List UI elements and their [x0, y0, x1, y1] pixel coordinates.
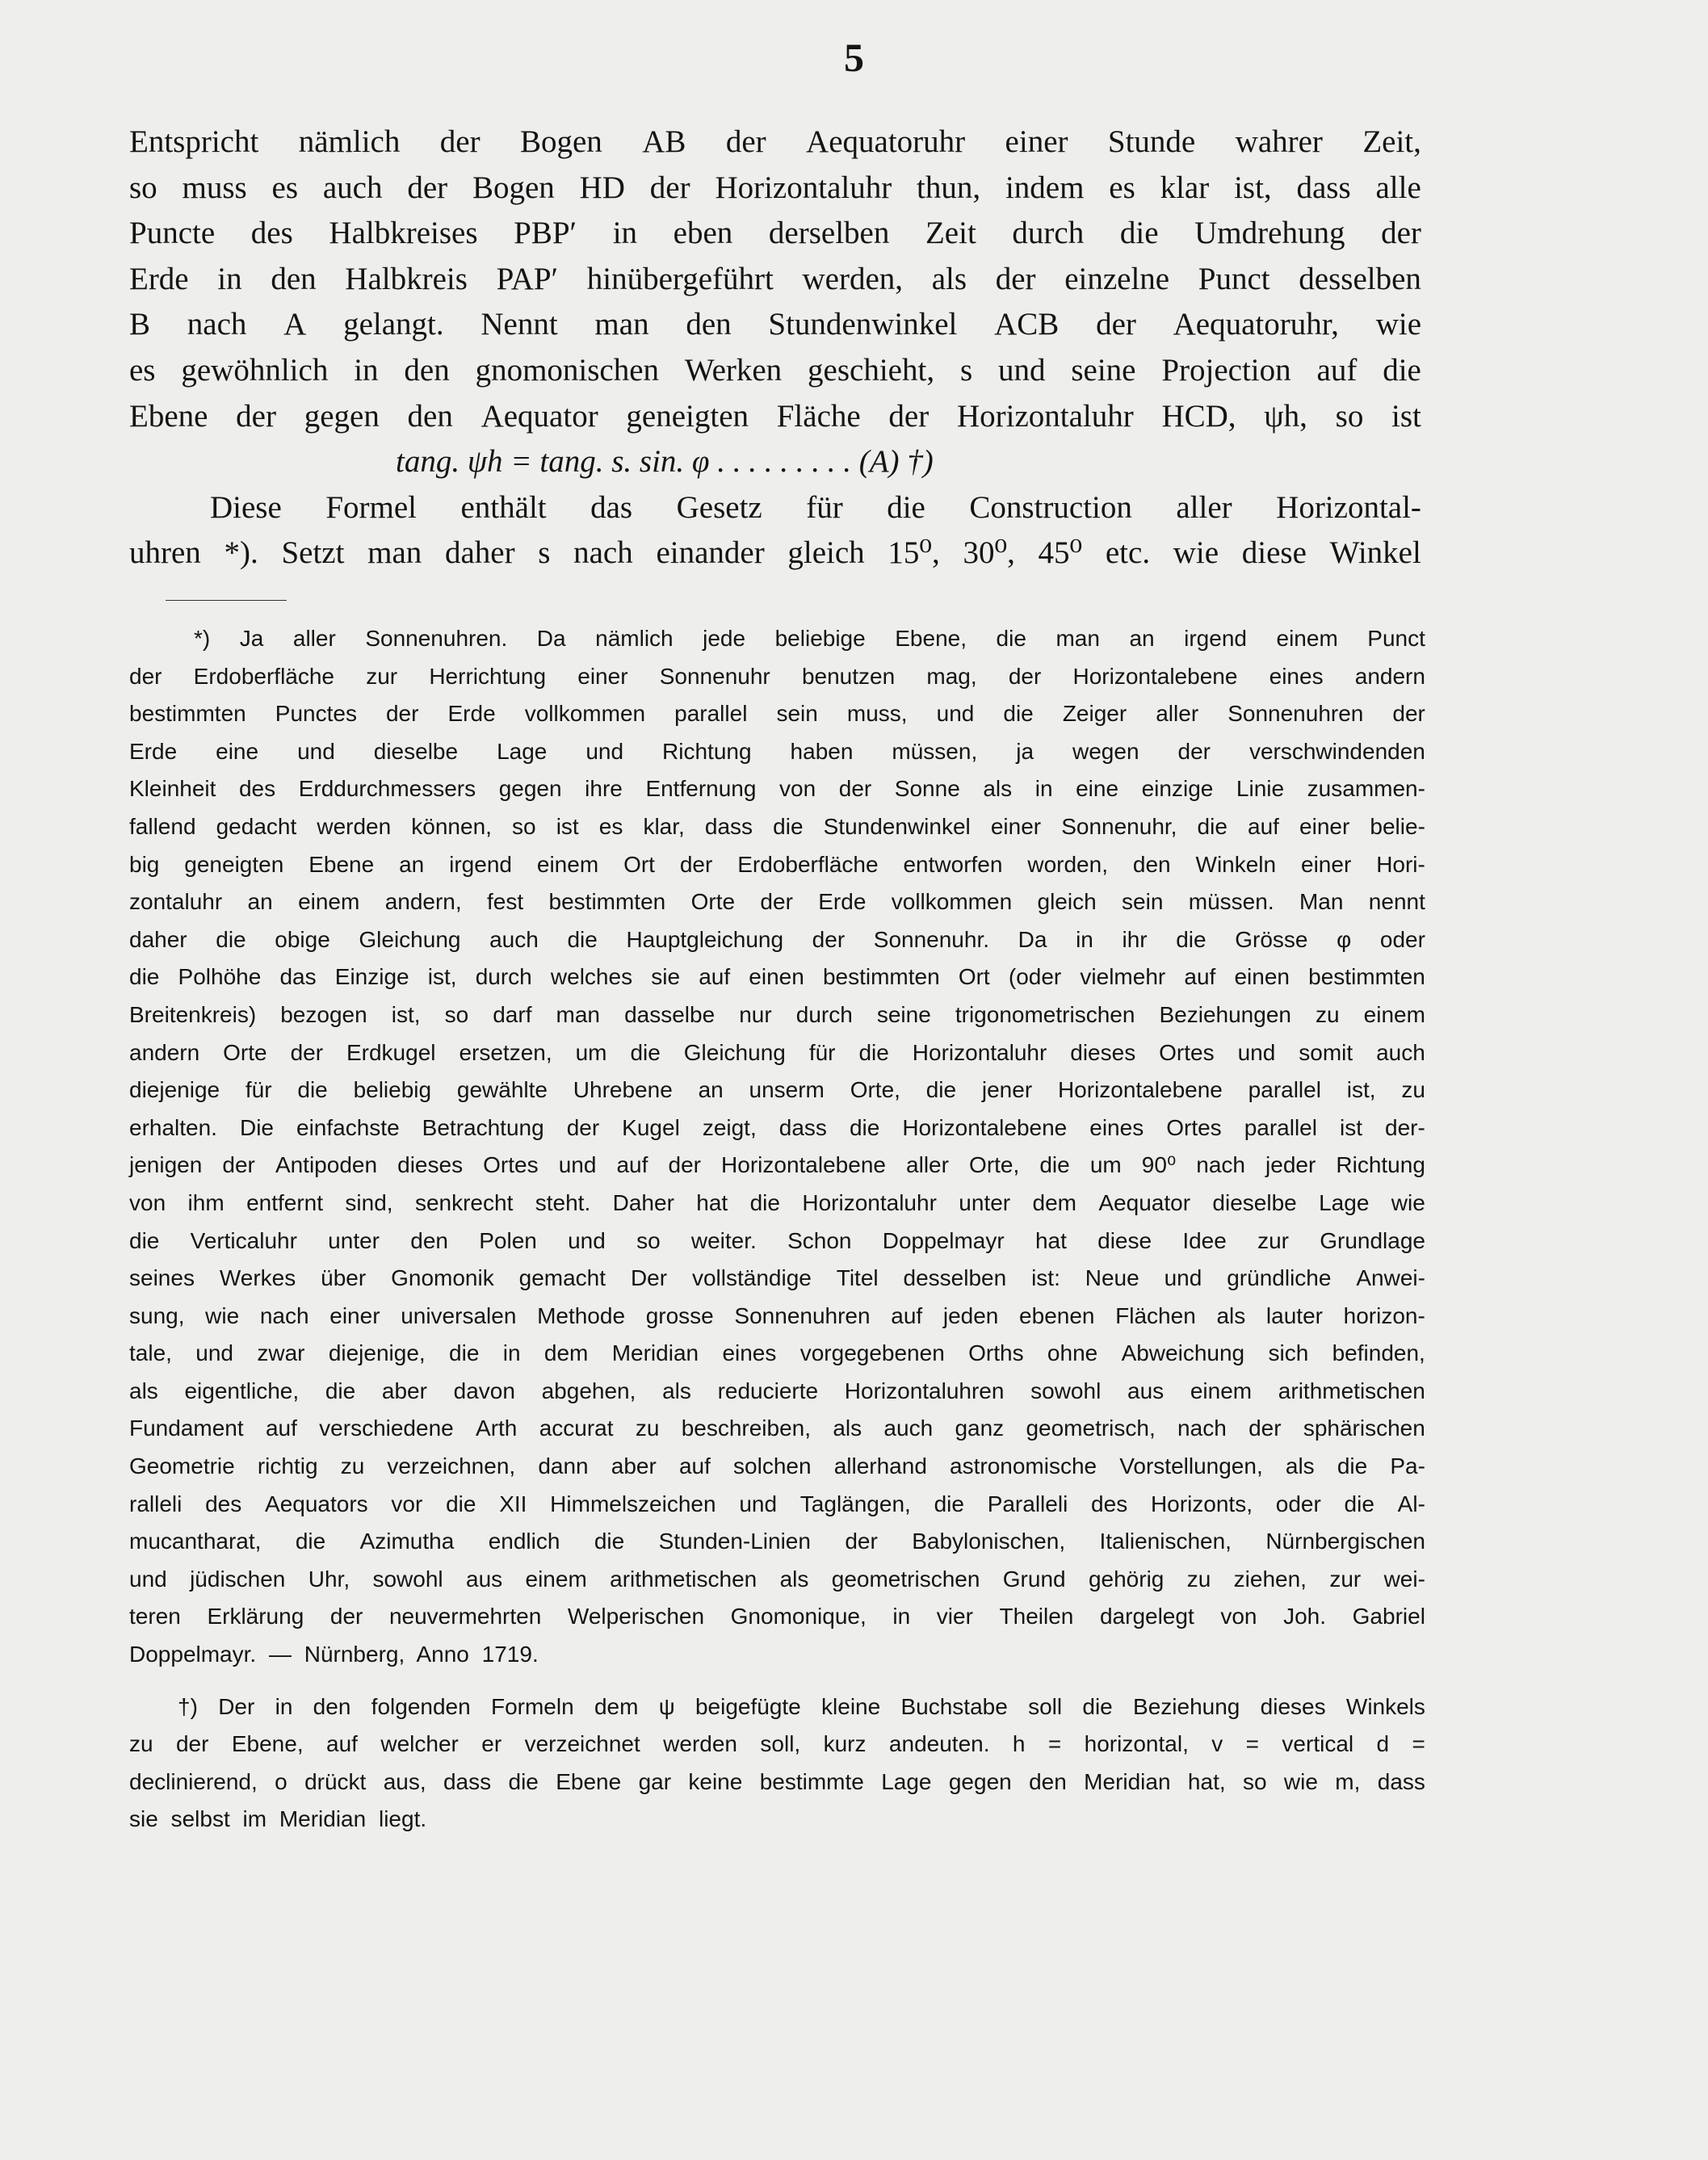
footnote-line: als eigentliche, die aber davon abgehen, als reducierte Horizontaluhren sowohl aus einem arithmetischen	[129, 1378, 1425, 1403]
footnote-line: seines Werkes über Gnomonik gemacht Der vollständige Titel desselben ist: Neue und gründliche Anwei-	[129, 1265, 1425, 1291]
text-line: Entspricht nämlich der Bogen AB der Aequatoruhr einer Stunde wahrer Zeit,	[129, 124, 1421, 159]
footnotes	[129, 620, 1425, 1839]
footnote-line: die Polhöhe das Einzige ist, durch welches sie auf einen bestimmten Ort (oder vielmehr auf einen bestimmten	[129, 964, 1425, 990]
footnote-line: Kleinheit des Erddurchmessers gegen ihre Entfernung von der Sonne als in eine einzige Linie zusammen-	[129, 776, 1425, 802]
main-text	[129, 120, 1421, 577]
text-line: B nach A gelangt. Nennt man den Stundenwinkel ACB der Aequatoruhr, wie	[129, 307, 1421, 342]
footnote-line: *) Ja aller Sonnenuhren. Da nämlich jede beliebige Ebene, die man an irgend einem Punct	[194, 626, 1425, 651]
footnote-line: sie selbst im Meridian liegt.	[129, 1806, 427, 1832]
footnote-line: †) Der in den folgenden Formeln dem ψ beigefügte kleine Buchstabe soll die Beziehung dieses Winkels	[178, 1693, 1425, 1719]
footnote-line: fallend gedacht werden können, so ist es klar, dass die Stundenwinkel einer Sonnenuhr, die auf einer belie-	[129, 813, 1425, 839]
footnote-line: jenigen der Antipoden dieses Ortes und auf der Horizontalebene aller Orte, die um 90⁰ nach jeder Richtung	[129, 1152, 1425, 1178]
text-line: Puncte des Halbkreises PBP′ in eben derselben Zeit durch die Umdrehung der	[129, 216, 1421, 251]
footnote-line: Breitenkreis) bezogen ist, so darf man dasselbe nur durch seine trigonometrischen Beziehungen zu einem	[129, 1001, 1425, 1027]
footnote-line: von ihm entfernt sind, senkrecht steht. Daher hat die Horizontaluhr unter dem Aequator dieselbe Lage wie	[129, 1189, 1425, 1215]
text-line: es gewöhnlich in den gnomonischen Werken geschieht, s und seine Projection auf die	[129, 352, 1421, 388]
footnote-line: teren Erklärung der neuvermehrten Welperischen Gnomonique, in vier Theilen dargelegt von Joh. Gabriel	[129, 1604, 1425, 1629]
footnote-line: declinierend, o drückt aus, dass die Ebene gar keine bestimmte Lage gegen den Meridian hat, so wie m, dass	[129, 1768, 1425, 1794]
footnote-line: Erde eine und dieselbe Lage und Richtung haben müssen, ja wegen der verschwindenden	[129, 738, 1425, 764]
formula-line: tang. ψh = tang. s. sin. φ . . . . . . . . . (A) †)	[396, 444, 934, 480]
footnote-line: ralleli des Aequators vor die XII Himmelszeichen und Taglängen, die Paralleli des Horizonts, oder die Al-	[129, 1491, 1425, 1516]
footnote-line: big geneigten Ebene an irgend einem Ort der Erdoberfläche entworfen worden, den Winkeln einer Hori-	[129, 851, 1425, 877]
text-line: uhren *). Setzt man daher s nach einander gleich 15⁰, 30⁰, 45⁰ etc. wie diese Winkel	[129, 535, 1421, 571]
footnote-line: sung, wie nach einer universalen Methode grosse Sonnenuhren auf jeden ebenen Flächen als lauter horizon-	[129, 1302, 1425, 1328]
footnote-line: der Erdoberfläche zur Herrichtung einer Sonnenuhr benutzen mag, der Horizontalebene eines andern	[129, 663, 1425, 689]
footnote-line: die Verticaluhr unter den Polen und so weiter. Schon Doppelmayr hat diese Idee zur Grundlage	[129, 1227, 1425, 1253]
text-line: Ebene der gegen den Aequator geneigten Fläche der Horizontaluhr HCD, ψh, so ist	[129, 398, 1421, 434]
footnote-line: tale, und zwar diejenige, die in dem Meridian eines vorgegebenen Orths ohne Abweichung sich befinden,	[129, 1340, 1425, 1366]
footnote-line: diejenige für die beliebig gewählte Uhrebene an unserm Orte, die jener Horizontalebene parallel ist, zu	[129, 1077, 1425, 1103]
footnote-line: Doppelmayr. — Nürnberg, Anno 1719.	[129, 1642, 539, 1667]
footnote-line: daher die obige Gleichung auch die Hauptgleichung der Sonnenuhr. Da in ihr die Grösse φ oder	[129, 926, 1425, 952]
text-line: so muss es auch der Bogen HD der Horizontaluhr thun, indem es klar ist, dass alle	[129, 170, 1421, 205]
footnote-line: Fundament auf verschiedene Arth accurat zu beschreiben, als auch ganz geometrisch, nach der sphärischen	[129, 1416, 1425, 1441]
footnote-line: bestimmten Punctes der Erde vollkommen parallel sein muss, und die Zeiger aller Sonnenuhren der	[129, 701, 1425, 727]
page-number: 5	[844, 35, 864, 80]
footnote-rule	[166, 600, 287, 601]
footnote-line: Geometrie richtig zu verzeichnen, dann aber auf solchen allerhand astronomische Vorstellungen, als die Pa-	[129, 1453, 1425, 1479]
text-line: Erde in den Halbkreis PAP′ hinübergeführt werden, als der einzelne Punct desselben	[129, 261, 1421, 296]
footnote-line: zu der Ebene, auf welcher er verzeichnet werden soll, kurz andeuten. h = horizontal, v = vertical d =	[129, 1731, 1425, 1757]
footnote-line: und jüdischen Uhr, sowohl aus einem arithmetischen als geometrischen Grund gehörig zu ziehen, zur wei-	[129, 1566, 1425, 1592]
footnote-line: zontaluhr an einem andern, fest bestimmten Orte der Erde vollkommen gleich sein müssen. Man nennt	[129, 889, 1425, 915]
footnote-line: andern Orte der Erdkugel ersetzen, um die Gleichung für die Horizontaluhr dieses Ortes und somit auch	[129, 1039, 1425, 1065]
footnote-line: mucantharat, die Azimutha endlich die Stunden-Linien der Babylonischen, Italienischen, Nürnbergischen	[129, 1529, 1425, 1554]
footnote-line: erhalten. Die einfachste Betrachtung der Kugel zeigt, dass die Horizontalebene eines Ortes parallel ist der-	[129, 1114, 1425, 1140]
text-line: Diese Formel enthält das Gesetz für die Construction aller Horizontal-	[210, 489, 1421, 525]
